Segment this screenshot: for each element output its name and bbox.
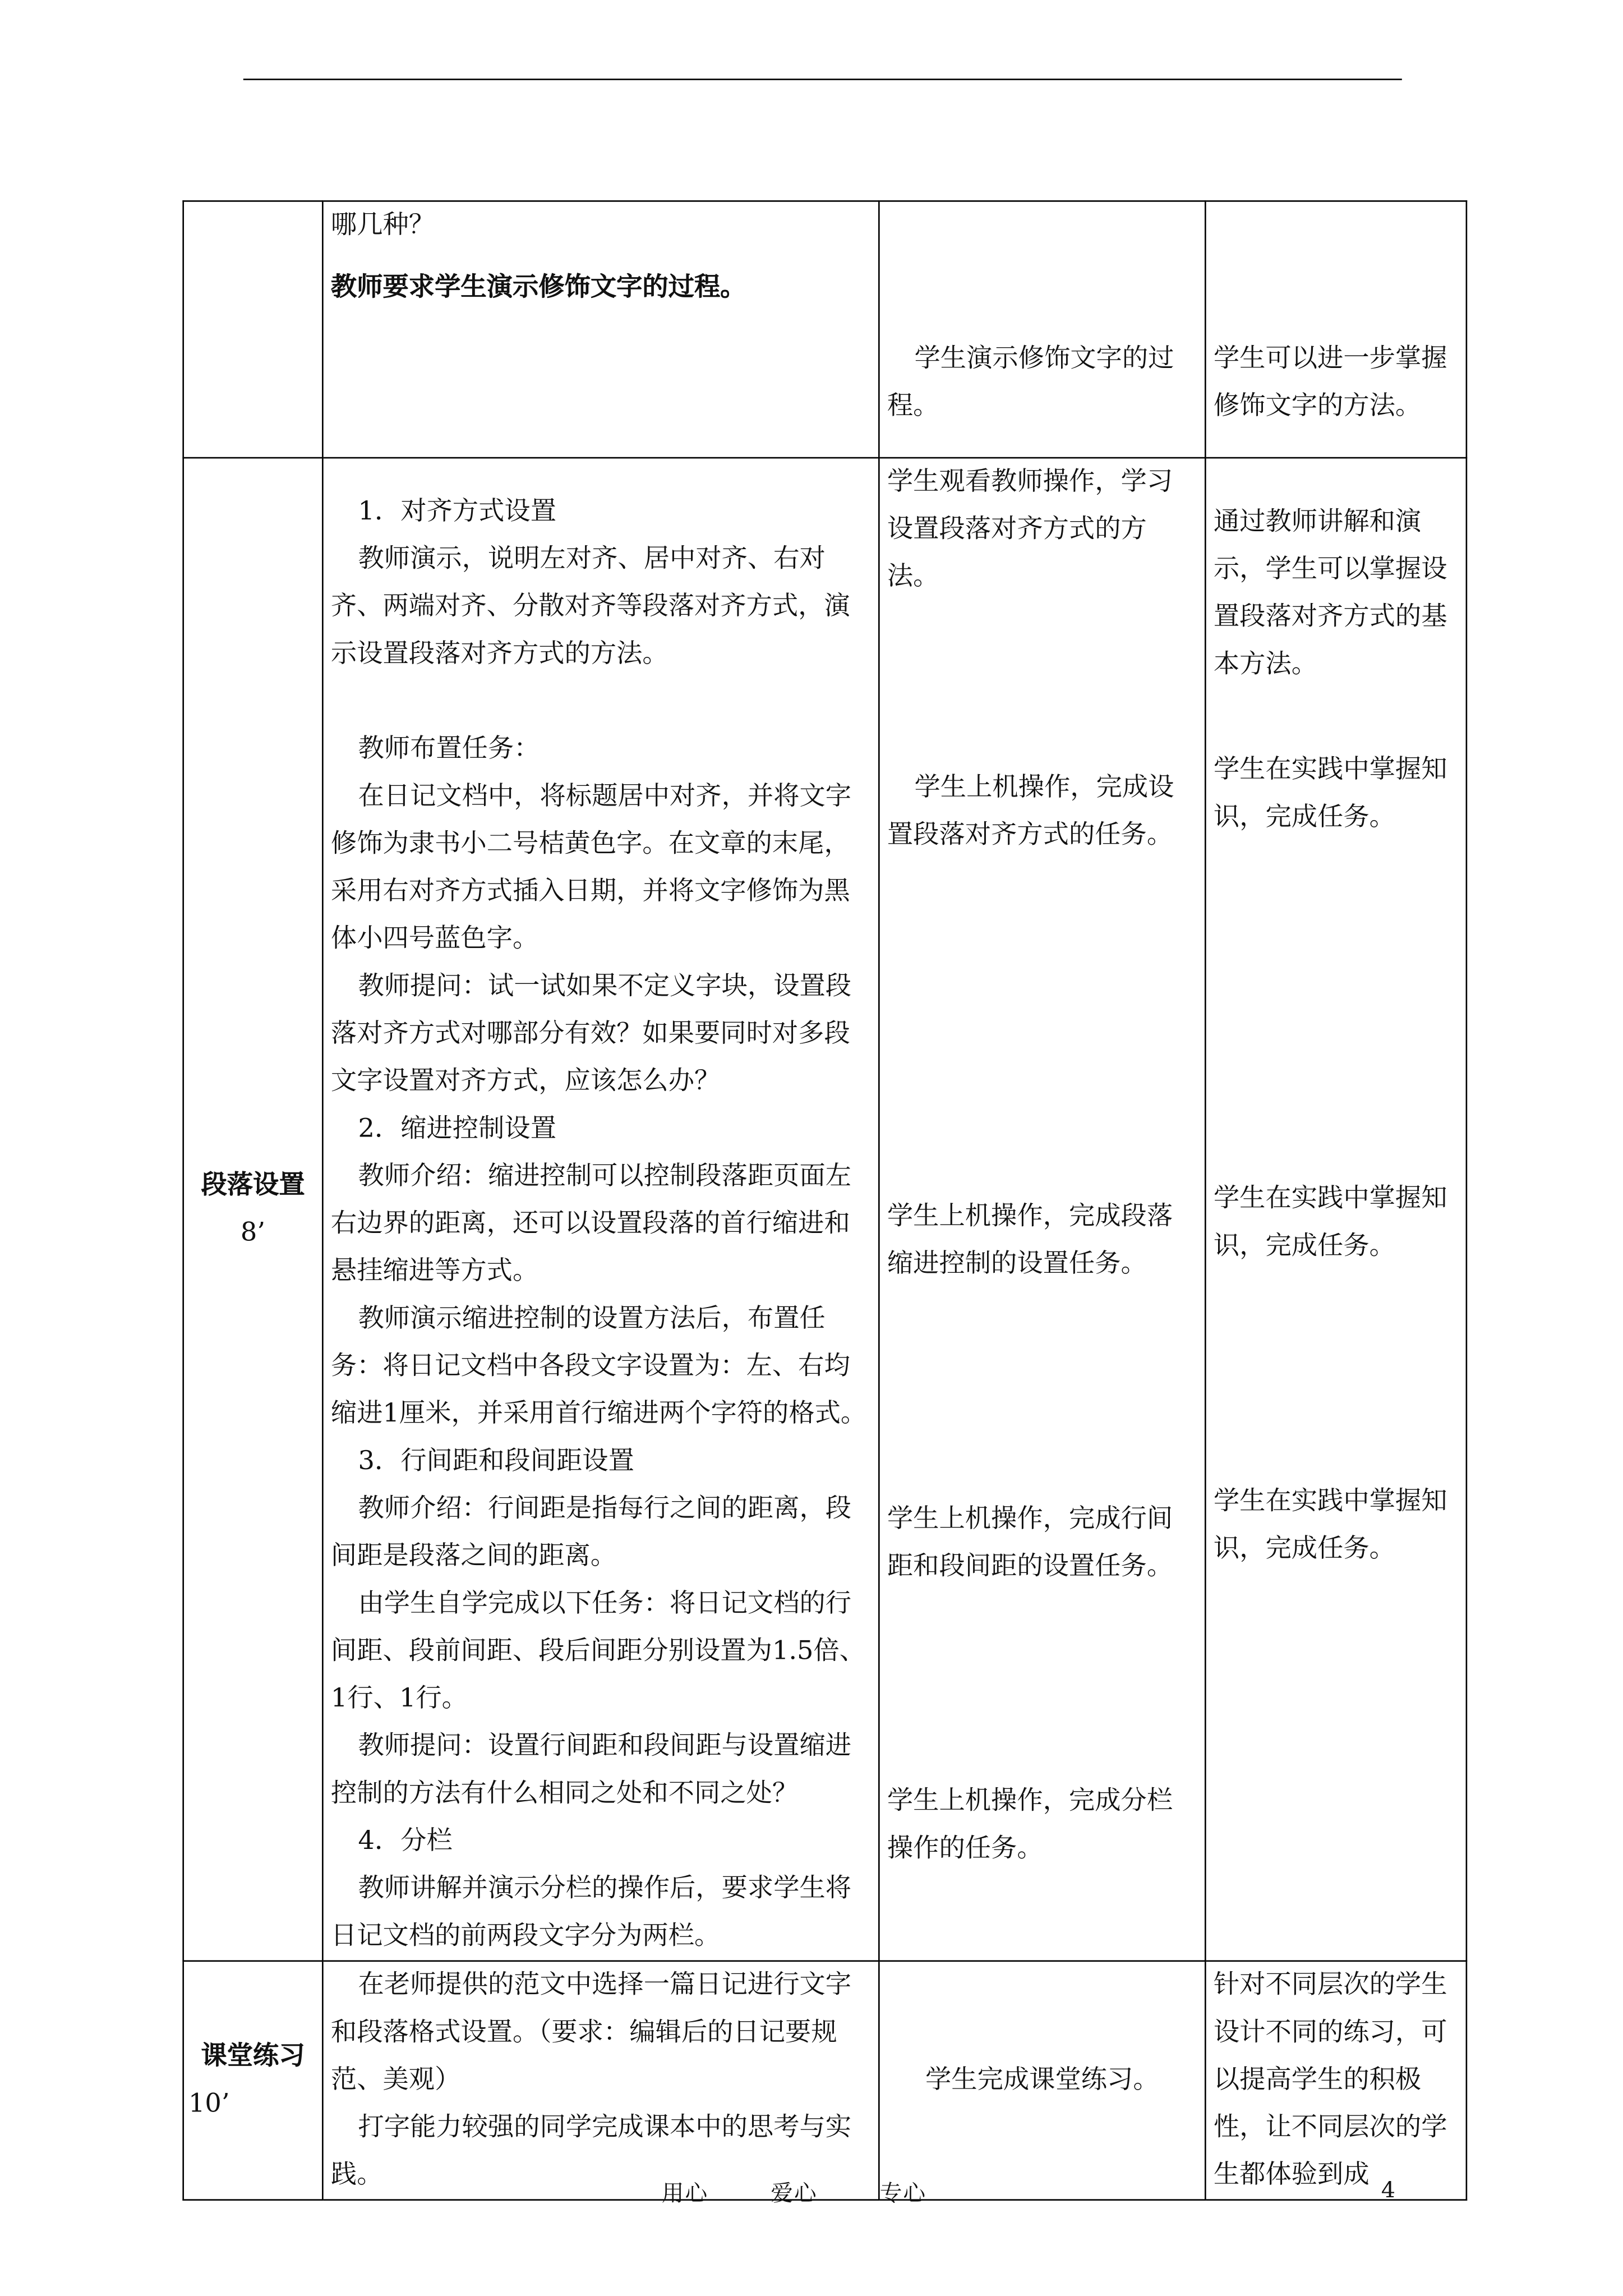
content-cell (322, 201, 879, 458)
design-purpose-cell (1205, 1961, 1467, 2200)
content-paragraph: 由学生自学完成以下任务：将日记文档的行间距、段前间距、段后间距分别设置为1.5倍、1行、1行。 (330, 1589, 866, 1714)
student-activity: 学生完成课堂练习。 (925, 2065, 1159, 2096)
content-paragraph: 教师讲解并演示分栏的操作后，要求学生将日记文档的前两段文字分为两栏。 (330, 1874, 852, 1952)
content-cell (322, 1961, 879, 2200)
student-activity-cell (879, 458, 1205, 1961)
stage-label: 段落设置 (201, 1171, 305, 1201)
lesson-plan-table (182, 200, 1467, 2201)
content-paragraph: 教师演示缩进控制的设置方法后，布置任务：将日记文档中各段文字设置为：左、右均缩进1厘米，并采用首行缩进两个字符的格式。 (330, 1304, 867, 1429)
student-activity: 学生上机操作，完成分栏操作的任务。 (887, 1786, 1173, 1864)
design-purpose-cell (1205, 458, 1467, 1961)
section-heading: 1．对齐方式设置 (358, 497, 557, 527)
stage-time: 8’ (240, 1218, 266, 1248)
content-line: 教师要求学生演示修饰文字的过程。 (330, 273, 746, 303)
stage-cell (183, 458, 323, 1961)
content-paragraph: 教师提问：试一试如果不定义字块，设置段落对齐方式对哪部分有效？如果要同时对多段文字设置对齐方式，应该怎么办？ (330, 972, 852, 1097)
table-row (183, 201, 1467, 458)
footer-motto-item: 专心 (879, 2179, 927, 2207)
design-purpose-cell (1205, 201, 1467, 458)
student-activity: 学生上机操作，完成设置段落对齐方式的任务。 (887, 773, 1174, 850)
table-row (183, 1961, 1467, 2200)
content-paragraph: 打字能力较强的同学完成课本中的思考与实践。 (330, 2113, 852, 2191)
student-activity-cell (879, 1961, 1205, 2200)
student-activity: 学生观看教师操作，学习设置段落对齐方式的方法。 (887, 467, 1173, 592)
footer-motto-item: 用心 (661, 2179, 709, 2207)
header-rule (243, 79, 1402, 80)
student-activity: 学生上机操作，完成行间距和段间距的设置任务。 (887, 1504, 1173, 1582)
stage-cell (183, 201, 323, 458)
page-number: 4 (1381, 2177, 1396, 2204)
design-purpose: 通过教师讲解和演示，学生可以掌握设置段落对齐方式的基本方法。 (1213, 507, 1447, 680)
design-purpose: 针对不同层次的学生设计不同的练习，可以提高学生的积极性，让不同层次的学生都体验到成 (1213, 1970, 1447, 2191)
stage-label: 课堂练习 (201, 2041, 305, 2072)
section-heading: 4．分栏 (358, 1826, 453, 1857)
table-row (183, 458, 1467, 1961)
design-purpose: 学生可以进一步掌握修饰文字的方法。 (1213, 344, 1447, 422)
student-activity-cell (879, 201, 1205, 458)
student-activity: 学生上机操作，完成段落缩进控制的设置任务。 (887, 1202, 1173, 1280)
stage-time: 10’ (188, 2089, 230, 2119)
content-line: 哪几种？ (330, 210, 435, 241)
design-purpose: 学生在实践中掌握知识，完成任务。 (1213, 755, 1447, 833)
content-cell (322, 458, 879, 1961)
student-activity: 学生演示修饰文字的过程。 (887, 344, 1174, 422)
content-paragraph: 教师演示，说明左对齐、居中对齐、右对齐、两端对齐、分散对齐等段落对齐方式，演示设置段落对齐方式的方法。 (330, 544, 850, 670)
content-paragraph: 教师介绍：缩进控制可以控制段落距页面左右边界的距离，还可以设置段落的首行缩进和悬挂缩进等方式。 (330, 1162, 852, 1287)
content-paragraph: 教师布置任务： (358, 734, 540, 765)
design-purpose: 学生在实践中掌握知识，完成任务。 (1213, 1487, 1447, 1565)
content-paragraph: 在日记文档中，将标题居中对齐，并将文字修饰为隶书小二号桔黄色字。在文章的末尾，采用右对齐方式插入日期，并将文字修饰为黑体小四号蓝色字。 (330, 782, 852, 954)
section-heading: 2．缩进控制设置 (358, 1114, 557, 1144)
design-purpose: 学生在实践中掌握知识，完成任务。 (1213, 1184, 1447, 1262)
footer-motto (662, 2177, 989, 2208)
footer-motto-item: 爱心 (771, 2179, 818, 2207)
content-paragraph: 教师介绍：行间距是指每行之间的距离，段间距是段落之间的距离。 (330, 1494, 852, 1572)
section-heading: 3．行间距和段间距设置 (358, 1447, 634, 1477)
content-paragraph: 在老师提供的范文中选择一篇日记进行文字和段落格式设置。（要求：编辑后的日记要规范、美观） (330, 1970, 852, 2096)
content-paragraph: 教师提问：设置行间距和段间距与设置缩进控制的方法有什么相同之处和不同之处？ (330, 1732, 852, 1809)
stage-cell (183, 1961, 323, 2200)
